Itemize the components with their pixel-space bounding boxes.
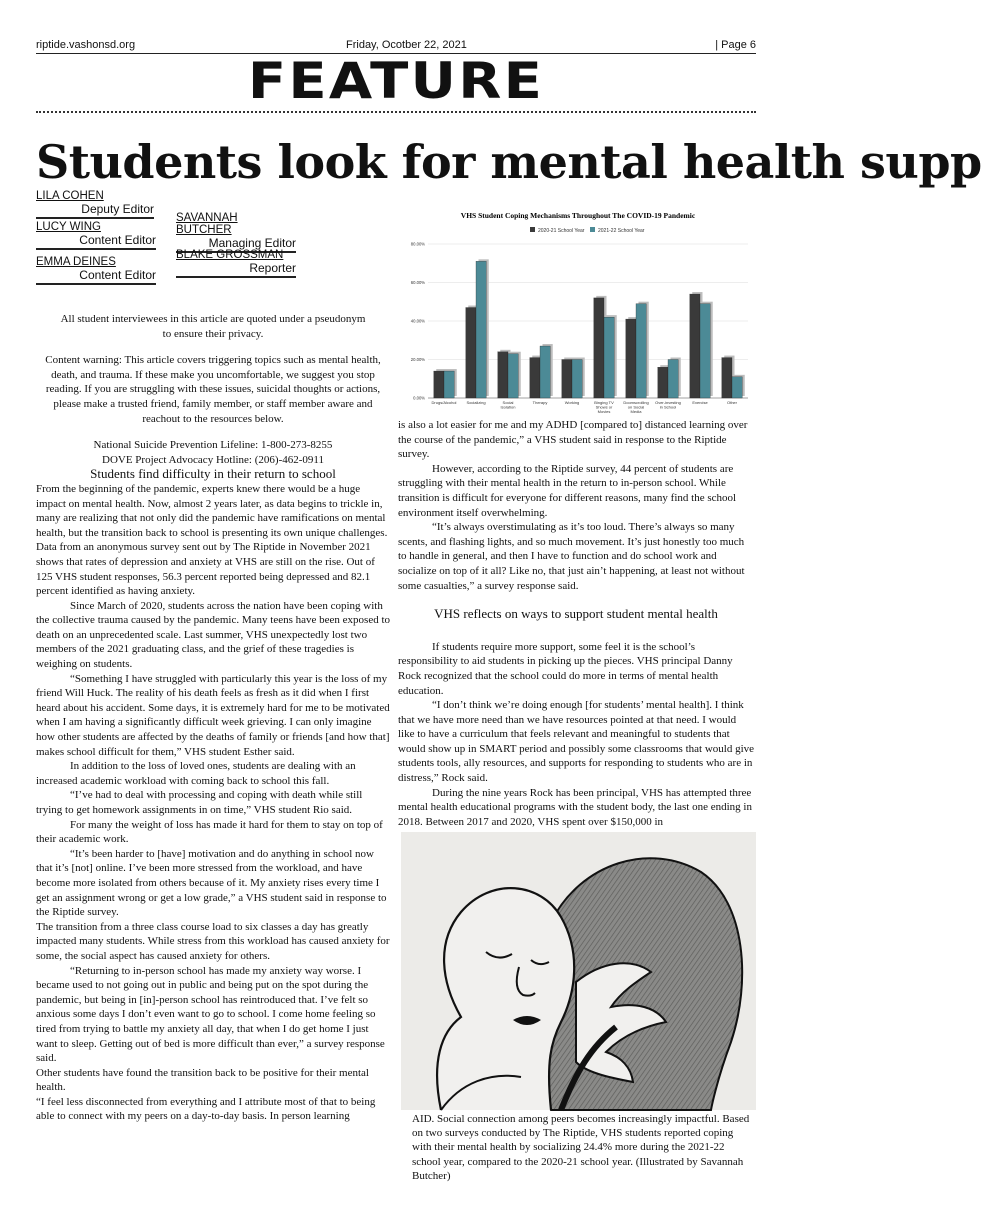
bar-7-0 <box>658 367 668 398</box>
byline-name: SAVANNAH BUTCHER <box>176 212 238 236</box>
paragraph: However, according to the Riptide survey, 44 percent of students are struggling with their mental health in the return to in-person school. While transition is difficult for everyone for different reasons, many find the school environment itself overwhelming. <box>398 462 737 519</box>
byline-name: BLAKE GROSSMAN <box>176 249 284 261</box>
paragraph: “I’ve had to deal with processing and coping with death while still trying to get homework assignments in on time,” VHS student Rio said. <box>36 789 363 816</box>
pseudonym-note: All student interviewees in this article are quoted under a pseudonym to ensure their privacy. <box>60 313 366 340</box>
byline-role: Deputy Editor <box>36 202 154 219</box>
paragraph: The transition from a three class course load to six classes a day has greatly impacted many students. While stress from this workload has caused anxiety for some, the social aspect has caused anxiety for others. <box>36 920 390 962</box>
bar-4-1 <box>572 360 582 399</box>
content-warning: Content warning: This article covers triggering topics such as mental health, death, and trauma. If these make you uncomfortable, we suggest you stop reading. If you are struggling with these issues, suicidal thoughts or actions, please make a trusted friend, family member, or staff member aware and reachout to the resources below. <box>45 354 381 425</box>
bar-4-0 <box>562 360 572 399</box>
bar-5-1 <box>604 317 614 398</box>
legend-label-0: 2020-21 School Year <box>538 228 585 234</box>
x-tick-6: Doomscrolling on Social Media <box>623 400 649 415</box>
byline-role: Content Editor <box>36 268 156 285</box>
bar-2-1 <box>508 354 518 398</box>
paragraph: “I don’t think we’re doing enough [for students’ mental health]. I think that we have more need than we have resources pointed at that need. I would like to have a curriculum that feels relevant and meaningful to students that would show up in SMART period and possibly some classrooms that would give students tools, ally resources, and supports for responding to students who are in distress,” Rock said. <box>398 699 755 785</box>
section-divider <box>36 111 756 113</box>
byline-role: Managing Editor <box>176 236 296 253</box>
bar-0-1 <box>444 371 454 398</box>
bar-7-1 <box>668 360 678 399</box>
paragraph: “Something I have struggled with particularly this year is the loss of my friend Will Huck. The reality of his death feels as fresh as it did when I first heard about his accident. Some days, it is extremely hard for me to be motivated when I am having a significantly difficult week grieving. I can only imagine how other students are affected by the deaths of family or friends [and how that] makes school difficult for them,” VHS student Esther said. <box>36 672 390 758</box>
x-tick-0: Drugs/Alcohol <box>431 400 457 405</box>
y-tick-1: 20.00% <box>410 357 425 362</box>
issue-date: Friday, Ocotber 22, 2021 <box>346 39 467 51</box>
bar-3-1 <box>540 346 550 398</box>
y-tick-4: 80.00% <box>410 241 425 247</box>
bar-1-1 <box>476 261 486 398</box>
x-tick-4: Working <box>564 400 580 405</box>
bar-5-0 <box>594 298 604 398</box>
illustration-caption: AID. Social connection among peers becomes increasingly impactful. Based on two surveys conducted by The Riptide, VHS students reported coping with their mental health by socializing 24.4% more during the 2021-22 school year, compared to the 2020-21 school year. (Illustrated by Savannah Butcher) <box>412 1113 750 1182</box>
legend-swatch-1 <box>590 227 595 232</box>
x-tick-8: Exercise <box>692 400 708 405</box>
bar-6-0 <box>626 319 636 398</box>
y-tick-3: 60.00% <box>410 280 425 285</box>
bar-8-1 <box>700 304 710 398</box>
chart-title: VHS Student Coping Mechanisms Throughout The COVID-19 Pandemic <box>460 211 696 220</box>
hotline-suicide: National Suicide Prevention Lifeline: 1-800-273-8255 <box>93 439 333 452</box>
x-tick-5: Binging TV Shows or Movies <box>594 400 614 415</box>
bar-3-0 <box>530 358 540 398</box>
paragraph: If students require more support, some feel it is the school’s responsibility to aid students in picking up the pieces. VHS principal Danny Rock recognized that the school could do more in terms of mental health education. <box>398 640 733 697</box>
x-tick-1: Socializing <box>466 400 486 405</box>
bar-9-0 <box>722 358 732 398</box>
hotline-dove: DOVE Project Advocacy Hotline: (206)-462-0911 <box>102 453 324 466</box>
paragraph: “It’s been harder to [have] motivation and do anything in school now that it’s [not] online. I’ve been more stressed from the workload, and have become more isolated from others because of it. My anxiety rises every time I get an assignment wrong or get a low grade,” a VHS student said in response to the Riptide survey. <box>36 847 387 919</box>
bar-2-0 <box>498 352 508 398</box>
byline-5 <box>176 249 296 278</box>
article-column-right <box>398 418 754 829</box>
paragraph: is also a lot easier for me and my ADHD [compared to] distanced learning over the course of the pandemic,” a VHS student said in response to the Riptide survey. <box>398 419 748 461</box>
bar-1-0 <box>466 308 476 398</box>
article-headline: Students look for mental health supp <box>36 135 982 189</box>
paragraph: For many the weight of loss has made it hard for them to stay on top of their academic work. <box>36 818 383 846</box>
page-number: | Page 6 <box>715 39 756 51</box>
illustration-embrace <box>401 832 756 1110</box>
paragraph: “I feel less disconnected from everything and I attribute most of that to being able to connect with my peers on a day-to-day basis. In person learning <box>36 1095 376 1123</box>
byline-role: Content Editor <box>36 233 156 250</box>
x-tick-9: Other <box>726 400 738 405</box>
paragraph: Since March of 2020, students across the nation have been coping with the collective trauma caused by the pandemic. Many teens have been exposed to death on an unprecedented scale. Last summer, VHS unexpectedly lost two members of the 2021 graduating class, and the grief of these tragedies is weighing on students. <box>36 599 391 671</box>
byline-role: Reporter <box>176 261 296 278</box>
byline-name: EMMA DEINES <box>36 256 116 268</box>
x-tick-3: Therapy <box>532 400 548 405</box>
legend-swatch-0 <box>530 227 535 232</box>
subheading-support: VHS reflects on ways to support student mental health <box>434 606 718 622</box>
illustration-svg <box>401 832 756 1110</box>
y-tick-2: 40.00% <box>410 318 425 324</box>
subheading-difficulty: Students find difficulty in their return to school <box>90 466 336 482</box>
x-tick-7: Over-investing in School <box>655 400 681 410</box>
paragraph: During the nine years Rock has been principal, VHS has attempted three mental health educational programs with the student body, the last one ending in 2018. Between 2017 and 2020, VHS spent over $150,000 in <box>398 786 752 828</box>
x-tick-2: Social Isolation <box>500 400 516 410</box>
paragraph: “It’s always overstimulating as it’s too loud. There’s always so many scents, and flashing lights, and so much movement. It’s just honestly too much to handle in general, and then I have to function and do school work and socialize on top of it all? Like no, that just ain’t happening, at least not without some casualties,” a survey response said. <box>398 521 745 592</box>
bar-0-0 <box>434 371 444 398</box>
paragraph: Data from an anonymous survey sent out by The Riptide in November 2021 shows that rates of depression and anxiety at VHS are still on the rise. Out of 125 VHS student responses, 56.3 percent reported being depressed and 82.1 percent identified as having anxiety. <box>36 541 375 598</box>
paragraph: Other students have found the transition back to be positive for their mental health. <box>36 1066 369 1094</box>
paragraph: From the beginning of the pandemic, experts knew there would be a huge impact on mental health. Now, almost 2 years later, as data begins to trickle in, many are realizing that not only did the pandemic have ramifications on mental health, but the transition back to school is presenting its own unique challenges. <box>36 482 388 539</box>
byline-3 <box>36 256 156 285</box>
bar-8-0 <box>690 294 700 398</box>
byline-name: LUCY WING <box>36 221 101 233</box>
y-tick-0: 0.00% <box>413 395 425 401</box>
coping-mechanisms-chart <box>398 207 758 417</box>
article-column-left <box>36 312 390 1124</box>
bar-chart-svg <box>398 207 758 417</box>
byline-4 <box>176 212 296 253</box>
bar-6-1 <box>636 304 646 398</box>
paragraph: In addition to the loss of loved ones, students are dealing with an increased academic workload with coming back to school this fall. <box>36 760 356 787</box>
byline-2 <box>36 221 156 250</box>
section-title: FEATURE <box>247 52 545 110</box>
paragraph: “Returning to in-person school has made my anxiety way worse. I became used to not going out in public and being put on the spot during the pandemic, but being in [in]-person school has reintroduced that. I’ve felt so anxious some days I don’t even want to go to school. I come home feeling so tired from trying to battle my anxiety all day, that when I do get home I just want to sleep. Getting out of bed is more difficult than ever,” a survey response said. <box>36 964 385 1065</box>
site-url[interactable]: riptide.vashonsd.org <box>36 39 136 51</box>
byline-name: LILA COHEN <box>36 190 104 202</box>
bar-9-1 <box>732 377 742 398</box>
legend-label-1: 2021-22 School Year <box>598 228 645 234</box>
byline-1 <box>36 190 154 219</box>
